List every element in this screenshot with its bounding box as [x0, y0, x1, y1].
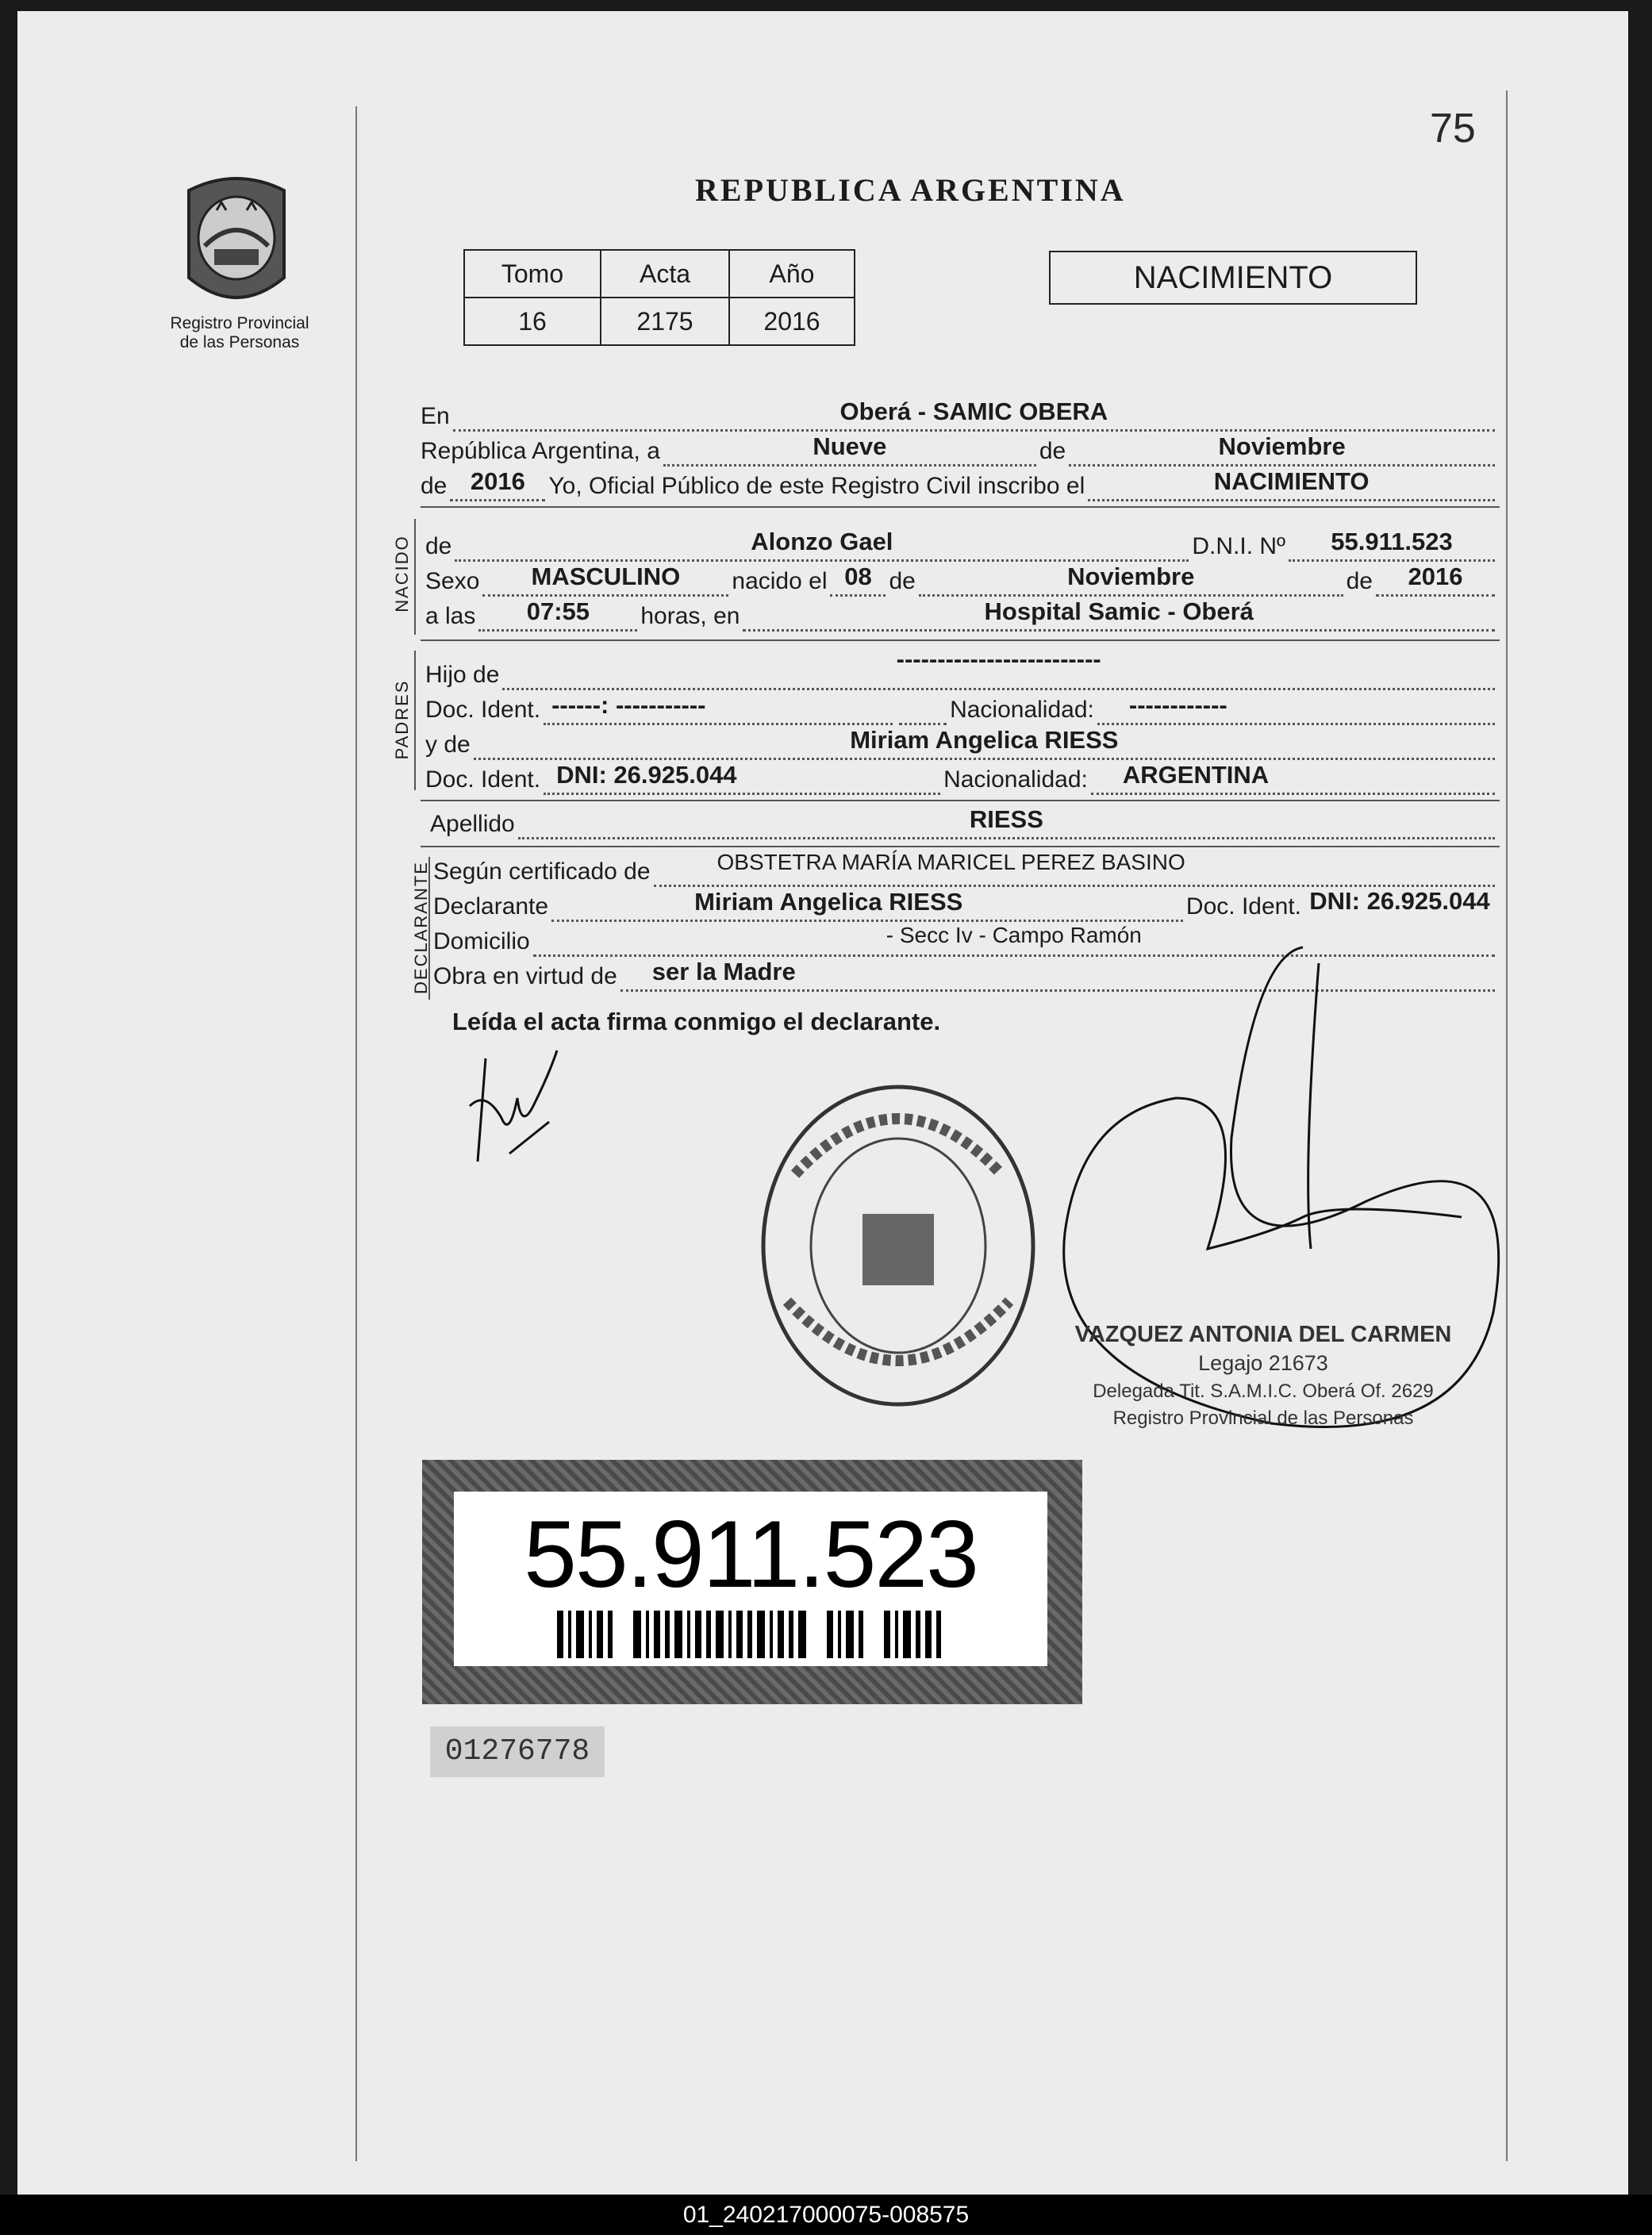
- section-label-padres: PADRES: [392, 679, 412, 760]
- label-hijo-de: Hijo de: [425, 662, 500, 688]
- label-horas-en: horas, en: [640, 603, 740, 629]
- value-lugar-acta: Oberá - SAMIC OBERA: [839, 397, 1108, 425]
- divider-3: [421, 800, 1500, 801]
- label-a-las: a las: [425, 603, 476, 629]
- label-de-anio-nac: de: [1346, 568, 1373, 594]
- value-madre: Miriam Angelica RIESS: [850, 726, 1119, 754]
- row-declarante: [433, 887, 1498, 922]
- value-acta: 2175: [601, 298, 729, 345]
- header-acta: Acta: [601, 250, 729, 298]
- label-certificado: Según certificado de: [433, 858, 651, 885]
- label-de-mes: de: [1039, 438, 1066, 464]
- label-de-anio: de: [421, 473, 448, 499]
- label-domicilio: Domicilio: [433, 928, 530, 954]
- value-lugar-nac: Hospital Samic - Oberá: [984, 597, 1254, 625]
- official-block: [1073, 1322, 1454, 1430]
- label-doc-ident-padre: Doc. Ident.: [425, 697, 541, 723]
- value-apellido: RIESS: [969, 805, 1043, 833]
- value-tomo: 16: [464, 298, 601, 345]
- nacido-bar: [414, 519, 416, 635]
- document-sheet: [17, 11, 1628, 2195]
- value-obra: ser la Madre: [651, 958, 796, 985]
- row-padre-doc: [425, 690, 1498, 725]
- value-declarante-doc: DNI: 26.925.044: [1309, 887, 1490, 915]
- label-de-mes-nac: de: [889, 568, 916, 594]
- padres-bar: [414, 651, 416, 790]
- label-sexo: Sexo: [425, 568, 480, 594]
- official-cargo: Delegada Tit. S.A.M.I.C. Oberá Of. 2629: [1093, 1381, 1434, 1402]
- value-mes-nac: Noviembre: [1067, 563, 1195, 590]
- control-number: 01276778: [430, 1726, 605, 1777]
- value-mes-acta: Noviembre: [1218, 432, 1346, 460]
- row-oficial: [421, 467, 1498, 501]
- header-anio: Año: [729, 250, 855, 298]
- value-certificado: OBSTETRA MARÍA MARICEL PEREZ BASINO: [717, 850, 1185, 874]
- official-name: VAZQUEZ ANTONIA DEL CARMEN: [1074, 1322, 1452, 1347]
- declarant-signature-icon: [454, 1043, 573, 1185]
- row-nacido-sexo: [425, 562, 1498, 597]
- label-dni: D.N.I. Nº: [1192, 533, 1285, 559]
- value-anio: 2016: [729, 298, 855, 345]
- label-nacionalidad-padre: Nacionalidad:: [950, 697, 1094, 723]
- value-declarante: Miriam Angelica RIESS: [694, 888, 963, 916]
- barcode-icon: [557, 1611, 946, 1658]
- section-label-nacido: NACIDO: [392, 535, 412, 613]
- divider-4: [421, 846, 1500, 847]
- document-title: REPUBLICA ARGENTINA: [695, 172, 1126, 208]
- label-de-nombre: de: [425, 533, 452, 559]
- value-hora: 07:55: [526, 597, 590, 625]
- label-doc-ident-madre: Doc. Ident.: [425, 766, 541, 793]
- row-certificado: [433, 852, 1498, 887]
- label-republica: República Argentina, a: [421, 438, 660, 464]
- value-madre-doc: DNI: 26.925.044: [556, 761, 737, 789]
- value-anio-acta: 2016: [470, 467, 525, 495]
- divider-2: [421, 639, 1500, 641]
- official-legajo: Legajo 21673: [1198, 1351, 1328, 1375]
- value-domicilio: - Secc Iv - Campo Ramón: [886, 923, 1142, 947]
- value-sexo: MASCULINO: [531, 563, 681, 590]
- label-declarante: Declarante: [433, 893, 549, 920]
- value-madre-nac: ARGENTINA: [1122, 761, 1270, 789]
- value-dni: 55.911.523: [1331, 528, 1453, 555]
- divider-1: [421, 506, 1500, 508]
- label-en: En: [421, 403, 450, 429]
- row-nacido-hora: [425, 597, 1498, 632]
- record-type-box: NACIMIENTO: [1049, 251, 1417, 305]
- row-apellido: [430, 805, 1498, 839]
- logo-caption-line2: de las Personas: [179, 333, 300, 351]
- provincia-de-misiones-seal-icon: [173, 167, 300, 317]
- label-doc-ident-declarante: Doc. Ident.: [1185, 893, 1301, 920]
- logo-caption: [152, 314, 327, 352]
- logo-caption-line1: Registro Provincial: [170, 314, 309, 332]
- row-nacido-nombre: [425, 527, 1498, 562]
- section-label-declarante: DECLARANTE: [411, 861, 431, 994]
- label-obra: Obra en virtud de: [433, 963, 617, 989]
- id-barcode-label: [422, 1460, 1082, 1704]
- row-republica: [421, 432, 1498, 467]
- official-registro: Registro Provincial de las Personas: [1112, 1407, 1414, 1429]
- value-dia-acta: Nueve: [813, 432, 887, 460]
- value-padre-nac: ------------: [1128, 691, 1227, 719]
- row-y-de: [425, 725, 1498, 760]
- label-apellido: Apellido: [430, 811, 515, 837]
- page-number: 75: [1430, 106, 1476, 152]
- label-nacido-el: nacido el: [732, 568, 828, 594]
- value-dia-nac: 08: [844, 563, 872, 590]
- row-hijo-de: [425, 645, 1498, 690]
- label-nacionalidad-madre: Nacionalidad:: [943, 766, 1088, 793]
- closing-statement: Leída el acta firma conmigo el declarante.: [452, 1008, 941, 1035]
- id-label-white-area: [454, 1492, 1047, 1666]
- id-number: 55.911.523: [524, 1501, 978, 1607]
- official-stamp-icon: [755, 1079, 1041, 1412]
- provincia-logo: [173, 167, 300, 317]
- label-y-de: y de: [425, 732, 471, 758]
- value-padre: -------------------------: [896, 645, 1101, 673]
- footer-code: 01_240217000075-008575: [0, 2195, 1652, 2235]
- row-en: [421, 397, 1498, 432]
- value-padre-doc: ------: -----------: [551, 691, 706, 719]
- value-inscribe: NACIMIENTO: [1213, 467, 1370, 495]
- record-table: [463, 249, 855, 346]
- row-madre-doc: [425, 760, 1498, 795]
- label-oficial: Yo, Oficial Público de este Registro Civil inscribo el: [548, 473, 1085, 499]
- header-tomo: Tomo: [464, 250, 601, 298]
- left-margin-line: [355, 106, 357, 2161]
- value-nombre: Alonzo Gael: [751, 528, 893, 555]
- value-anio-nac: 2016: [1408, 563, 1463, 590]
